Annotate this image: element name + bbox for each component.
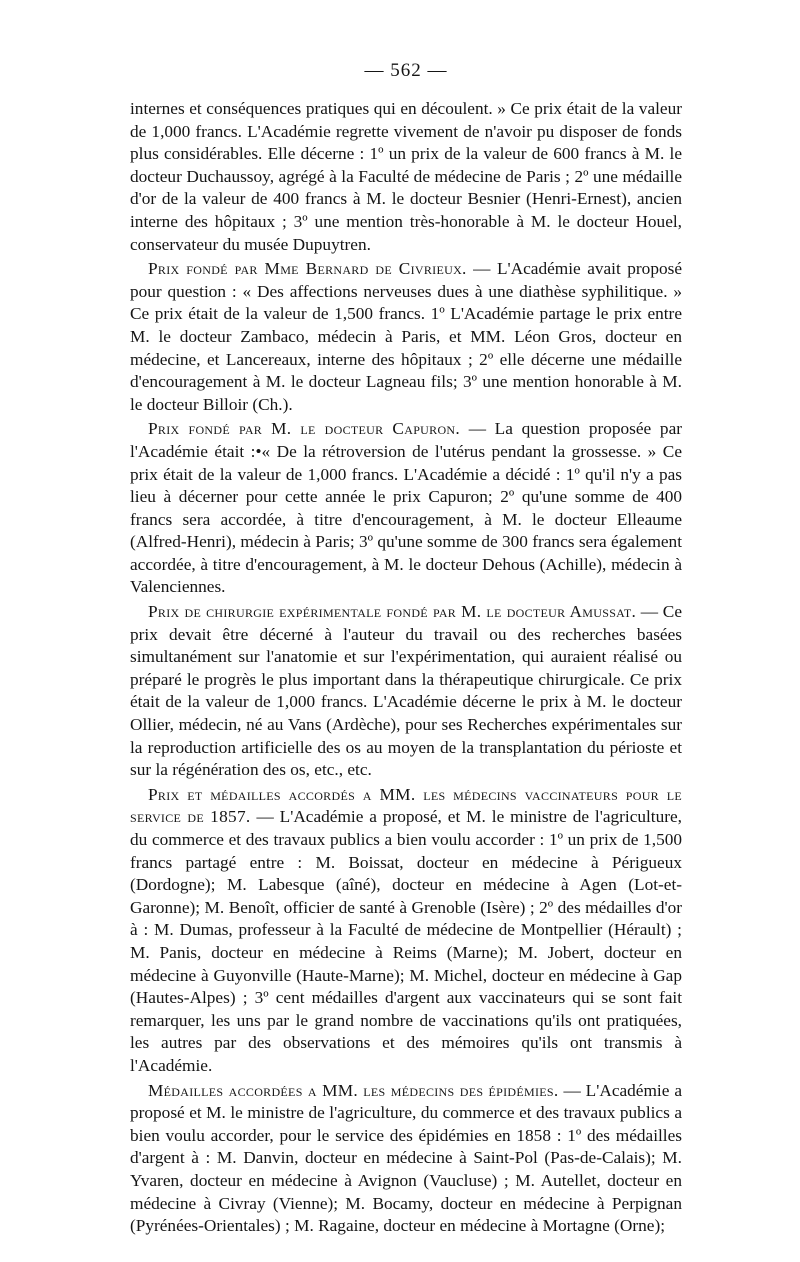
paragraph-text: — L'Académie a proposé et M. le ministre de l'agriculture, du commerce et des travaux publics a bien voulu accorder, pour le service des épidémies en 1858 : 1º des médailles d'argent à : M. Danvin, docteur en médecine à Saint-Pol (Pas-de-Calais); M. Yvaren, docteur en médecine à Avignon (Vaucluse) ; M. Autellet, docteur en médecine à Civray (Vienne); M. Bocamy, docteur en médecine à Perpignan (Pyrénées-Orientales) ; M. Ragaine, docteur en médecine à Mortagne (Orne); (130, 1080, 683, 1236)
paragraph-heading: Prix et médailles accordés a MM. les médecins vaccinateurs pour le service de 1857. (130, 784, 682, 827)
paragraph-vaccinateurs (130, 784, 682, 1078)
paragraph-prix-capuron (130, 418, 682, 599)
paragraph-heading: Prix fondé par M. le docteur Capuron. (148, 419, 460, 439)
paragraph-text: — L'Académie a proposé, et M. le ministre de l'agriculture, du commerce et des travaux publics a bien voulu accorder : 1º un prix de 1,500 francs partagé entre : M. Boissat, docteur en médecine à Périgueux (Dordogne); M. Labesque (aîné), docteur en médecine à Agen (Lot-et-Garonne); M. Benoît, officier de santé à Grenoble (Isère) ; 2º des médailles d'or à : M. Dumas, professeur à la Faculté de médecine de Montpellier (Hérault) ; M. Panis, docteur en médecine à Reims (Marne); M. Jobert, docteur en médecine à Guyonville (Haute-Marne); M. Michel, docteur en médecine à Gap (Hautes-Alpes) ; 3º cent médailles d'argent aux vaccinateurs qui se sont fait remarquer, les uns par le grand nombre de vaccinations qu'ils ont pratiquées, les autres par des observations et des mémoires qu'ils ont transmis à l'Académie. (130, 807, 682, 1075)
paragraph-prix-bernard (130, 258, 682, 416)
paragraph-text: — Ce prix devait être décerné à l'auteur du travail ou des recherches basées simultanément sur l'anatomie et sur l'expérimentation, qui auraient réalisé ou préparé le progrès le plus important dans la thérapeutique chirurgicale. Ce prix était de la valeur de 1,000 francs. L'Académie décerne le prix à M. le docteur Ollier, médecin, né au Vans (Ardèche), pour ses Recherches expérimentales sur la reproduction artificielle des os au moyen de la transplantation du périoste et sur la régénération des os, etc., etc. (130, 602, 682, 780)
page-number: — 562 — (364, 60, 448, 81)
paragraph-text: internes et conséquences pratiques qui en découlent. » Ce prix était de la valeur de 1,000 francs. L'Académie regrette vivement de n'avoir pu disposer de fonds plus considérables. Elle décerne : 1º un prix de la valeur de 600 francs à M. le docteur Duchaussoy, agrégé à la Faculté de médecine de Paris ; 2º une médaille d'or de la valeur de 400 francs à M. le docteur Besnier (Henri-Ernest), ancien interne des hôpitaux ; 3º une mention très-honorable à M. le docteur Houel, conservateur du musée Dupuytren. (130, 99, 682, 254)
paragraph-heading: Prix fondé par Mme Bernard de Civrieux. (148, 259, 467, 279)
paragraph-text: — L'Académie avait proposé pour question : « Des affections nerveuses dues à une diathèse syphilitique. » Ce prix était de la valeur de 1,500 francs. 1º L'Académie partage le prix entre M. le docteur Zambaco, médecin à Paris, et MM. Léon Gros, docteur en médecine, et Lancereaux, interne des hôpitaux ; 2º elle décerne une médaille d'encouragement à M. le docteur Lagneau fils; 3º une mention honorable à M. le docteur Billoir (Ch.). (130, 259, 682, 414)
paragraph-heading: Médailles accordées a MM. les médecins des épidémies. (148, 1080, 559, 1100)
paragraph-text: — La question proposée par l'Académie était :•« De la rétroversion de l'utérus pendant la grossesse. » Ce prix était de la valeur de 1,000 francs. L'Académie a décidé : 1º qu'il n'y a pas lieu à décerner pour cette année le prix Capuron; 2º qu'une somme de 400 francs sera accordée, à titre d'encouragement, à M. le docteur Elleaume (Alfred-Henri), médecin à Paris; 3º qu'une somme de 300 francs sera également accordée, à titre d'encouragement, à M. le docteur Dehous (Achille), médecin à Valenciennes. (130, 419, 682, 597)
paragraph-epidemies (130, 1080, 682, 1238)
paragraph-continuation (130, 98, 682, 256)
paragraph-prix-amussat (130, 601, 682, 782)
paragraph-heading: Prix de chirurgie expérimentale fondé par M. le docteur Amussat. (148, 602, 637, 622)
